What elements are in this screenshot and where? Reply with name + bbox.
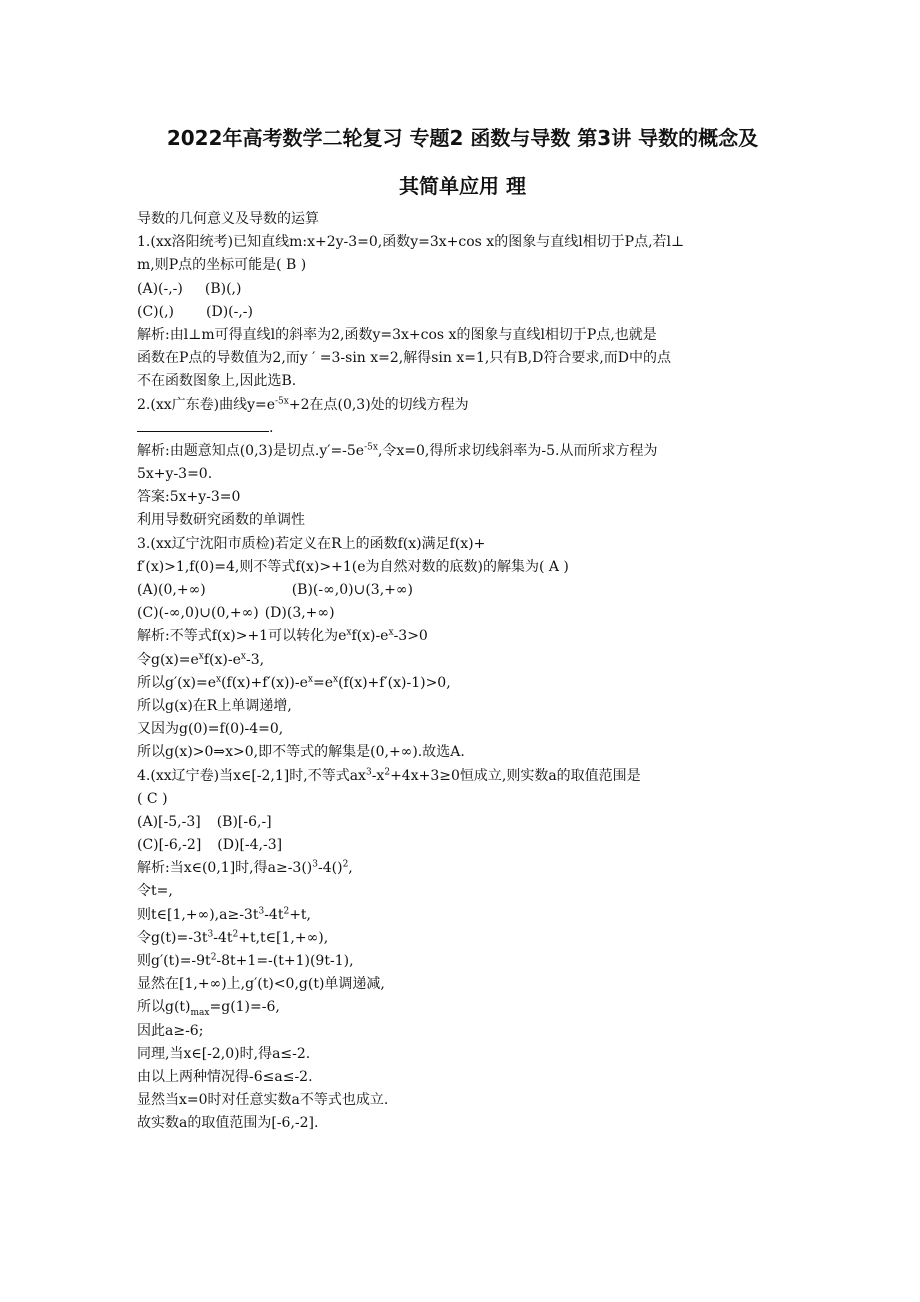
q4-solution-line-10: 由以上两种情况得-6≤a≤-2. [137,1068,313,1085]
q1-stem-line-1: 1.(xx洛阳统考)已知直线m:x+2y-3=0,函数y=3x+cos x的图象与直线l相切于P点,若l⊥ [137,234,685,251]
q2-solution-line-2: 5x+y-3=0. [137,466,213,483]
q4-option-a: (A)[-5,-3] [137,813,201,830]
q3-options-ab [137,579,797,602]
q3-option-a: (A)(0,+∞) [137,582,206,598]
q2-answer: 答案:5x+y-3=0 [137,489,241,506]
q3-stem-line-1: 3.(xx辽宁沈阳市质检)若定义在R上的函数f(x)满足f(x)+ [137,535,486,552]
q4-solution-line-3: 则$t\in[1,+\infty),a\ge-3t^3-4t^2+t$, [137,905,312,923]
q4-option-c: (C)[-6,-2] [137,837,202,854]
q1-option-b: (B)(,) [204,280,242,297]
q3-solution-line-2: 令$g(x)=e^xf(x)-e^x-3$, [137,650,265,668]
q1-option-c: (C)(,) [137,303,175,320]
q4-solution-line-6: 显然在[1,+∞)上,g′(t)<0,g(t)单调递减, [137,976,385,993]
q4-solution-line-9: 同理,当x∈[-2,0)时,得a≤-2. [137,1045,311,1062]
q3-solution-line-3: 所以$g'(x)=e^x(f(x)+f'(x))-e^x=e^x(f(x)+f'(x)-1)>0$, [137,674,451,691]
document-title-line-2: 其简单应用 理 [399,174,526,198]
q4-solution-line-7: 所以$g(t)_{max}=g(1)=-6$, [137,999,280,1019]
q1-options-cd [137,301,797,324]
q3-solution-line-5: 又因为g(0)=f(0)-4=0, [137,721,284,738]
q4-solution-line-8: 因此a≥-6; [137,1022,204,1039]
q1-solution-line-3: 不在函数图象上,因此选B. [137,373,297,390]
q4-solution-line-11: 显然当x=0时对任意实数a不等式也成立. [137,1092,389,1109]
q1-stem-line-2: m,则P点的坐标可能是( B ) [137,257,307,274]
q4-option-b: (B)[-6,-] [216,813,272,830]
q2-solution-line-1: 解析:由题意知点(0,3)是切点$.y'=-5e^{-5x}$,令x=0,得所求切线斜率为-5.从而所求方程为 [137,442,658,459]
q3-options-cd [137,602,797,625]
q3-solution-line-4: 所以g(x)在R上单调递增, [137,697,292,714]
q3-solution-line-1: 解析:不等式f(x)>+1可以转化为$e^xf(x)-e^x-3>0$ [137,627,428,645]
q1-option-a: (A)(-,-) [137,280,183,297]
document-title-line-1: 2022年高考数学二轮复习 专题2 函数与导数 第3讲 导数的概念及 [166,126,759,150]
q1-solution-line-1: 解析:由l⊥m可得直线l的斜率为2,函数y=3x+cos x的图象与直线l相切于P点,也就是 [137,326,657,343]
q1-solution-line-2: 函数在P点的导数值为2,而y ′ =3-sin x=2,解得sin x=1,只有B,D符合要求,而D中的点 [137,350,671,367]
q3-option-c: (C)(-∞,0)∪(0,+∞) [137,605,259,622]
q4-stem-line-2: ( C ) [137,790,168,807]
q2-answer-blank: . [137,417,797,440]
q4-solution-line-5: 则$g'(t)=-9t^2-8t+1=-(t+1)(9t-1)$, [137,952,354,969]
q3-solution-line-6: 所以g(x)>0⇒x>0,即不等式的解集是(0,+∞).故选A. [137,744,465,761]
q3-option-b: (B)(-∞,0)∪(3,+∞) [291,582,414,598]
section-heading-monotonicity: 利用导数研究函数的单调性 [137,512,305,529]
q4-solution-line-2: 令t=, [137,883,173,900]
answer-blank-line [137,417,269,432]
q4-options-ab [137,811,797,834]
q4-solution-line-4: 令$g(t)=-3t^3-4t^2+t,t\in[1,+\infty)$, [137,929,329,946]
document-body [137,208,797,1136]
q1-option-d: (D)(-,-) [206,303,253,320]
q4-option-d: (D)[-4,-3] [217,837,283,854]
q4-options-cd [137,834,797,857]
q4-solution-line-12: 故实数a的取值范围为[-6,-2]. [137,1115,319,1132]
q3-stem-line-2: f′(x)>1,f(0)=4,则不等式f(x)>+1(e为自然对数的底数)的解集为( A ) [137,558,569,575]
section-heading-geometric-meaning: 导数的几何意义及导数的运算 [137,211,319,227]
q2-stem: 2.(xx广东卷)曲线$y=e^{-5x}+2$在点(0,3)处的切线方程为 [137,395,469,413]
q4-solution-line-1: 解析:当x∈(0,1]时,得a≥-3()$^3$-4()$^2$, [137,859,353,877]
q4-stem-line-1: 4.(xx辽宁卷)当x∈[-2,1]时,不等式$ax^3-x^2+4x+3\ge 0$恒成立,则实数a的取值范围是 [137,766,641,784]
q1-options-ab [137,278,797,301]
q3-option-d: (D)(3,+∞) [264,605,335,622]
